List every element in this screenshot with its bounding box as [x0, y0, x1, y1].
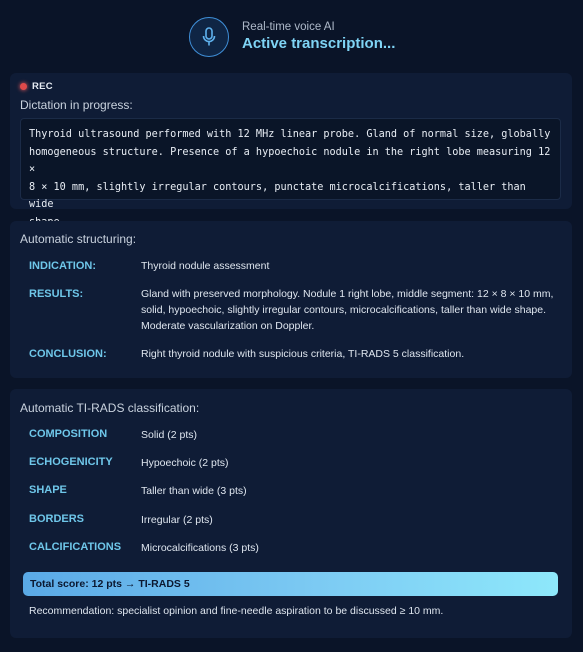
header — [0, 0, 583, 72]
calcifications-key: CALCIFICATIONS — [29, 541, 122, 553]
header-subtitle: Real-time voice AI — [242, 21, 335, 33]
echogenicity-value: Hypoechoic (2 pts) — [141, 457, 229, 469]
transcript-box — [20, 118, 561, 210]
tirads-panel — [10, 389, 572, 638]
rec-indicator — [20, 81, 53, 92]
transcript-line: Thyroid ultrasound performed with 12 MHz linear probe. Gland of normal size, globally — [29, 129, 551, 140]
transcript-line: 8 × 10 mm, slightly irregular contours, punctate microcalcifications, taller than wide — [29, 181, 526, 210]
indication-key: INDICATION: — [29, 260, 97, 272]
results-value: Gland with preserved morphology. Nodule 1 right lobe, middle segment: 12 × 8 × 10 mm, solid, hypoechoic, slightly irregular contours, microcalcifications, taller than wide shape. Moderate vascularization on Doppler. — [141, 288, 554, 332]
recommendation-text: Recommendation: specialist opinion and fine-needle aspiration to be discussed ≥ 10 mm. — [29, 605, 444, 617]
shape-key: SHAPE — [29, 484, 67, 496]
composition-value: Solid (2 pts) — [141, 429, 198, 441]
structuring-panel — [10, 221, 572, 378]
composition-key: COMPOSITION — [29, 428, 108, 440]
borders-value: Irregular (2 pts) — [141, 514, 213, 526]
shape-value: Taller than wide (3 pts) — [141, 485, 247, 497]
borders-key: BORDERS — [29, 513, 85, 525]
indication-value: Thyroid nodule assessment — [141, 260, 270, 272]
conclusion-key: CONCLUSION: — [29, 348, 107, 360]
transcript-line: homogeneous structure. Presence of a hypoechoic nodule in the right lobe measuring 12 × — [29, 146, 551, 175]
calcifications-value: Microcalcifications (3 pts) — [141, 542, 259, 554]
rec-label: REC — [32, 81, 53, 92]
total-score-bar: Total score: 12 pts → TI-RADS 5 — [23, 572, 558, 596]
results-key: RESULTS: — [29, 288, 84, 300]
dictation-label: Dictation in progress: — [20, 98, 133, 112]
microphone-icon — [202, 27, 216, 47]
header-title: Active transcription... — [242, 35, 396, 52]
dictation-panel — [10, 73, 572, 209]
microphone-button[interactable] — [189, 17, 229, 57]
structuring-label: Automatic structuring: — [20, 232, 137, 246]
conclusion-value: Right thyroid nodule with suspicious criteria, TI-RADS 5 classification. — [141, 348, 465, 360]
echogenicity-key: ECHOGENICITY — [29, 456, 113, 468]
recording-dot-icon — [20, 83, 27, 90]
tirads-label: Automatic TI-RADS classification: — [20, 401, 200, 415]
